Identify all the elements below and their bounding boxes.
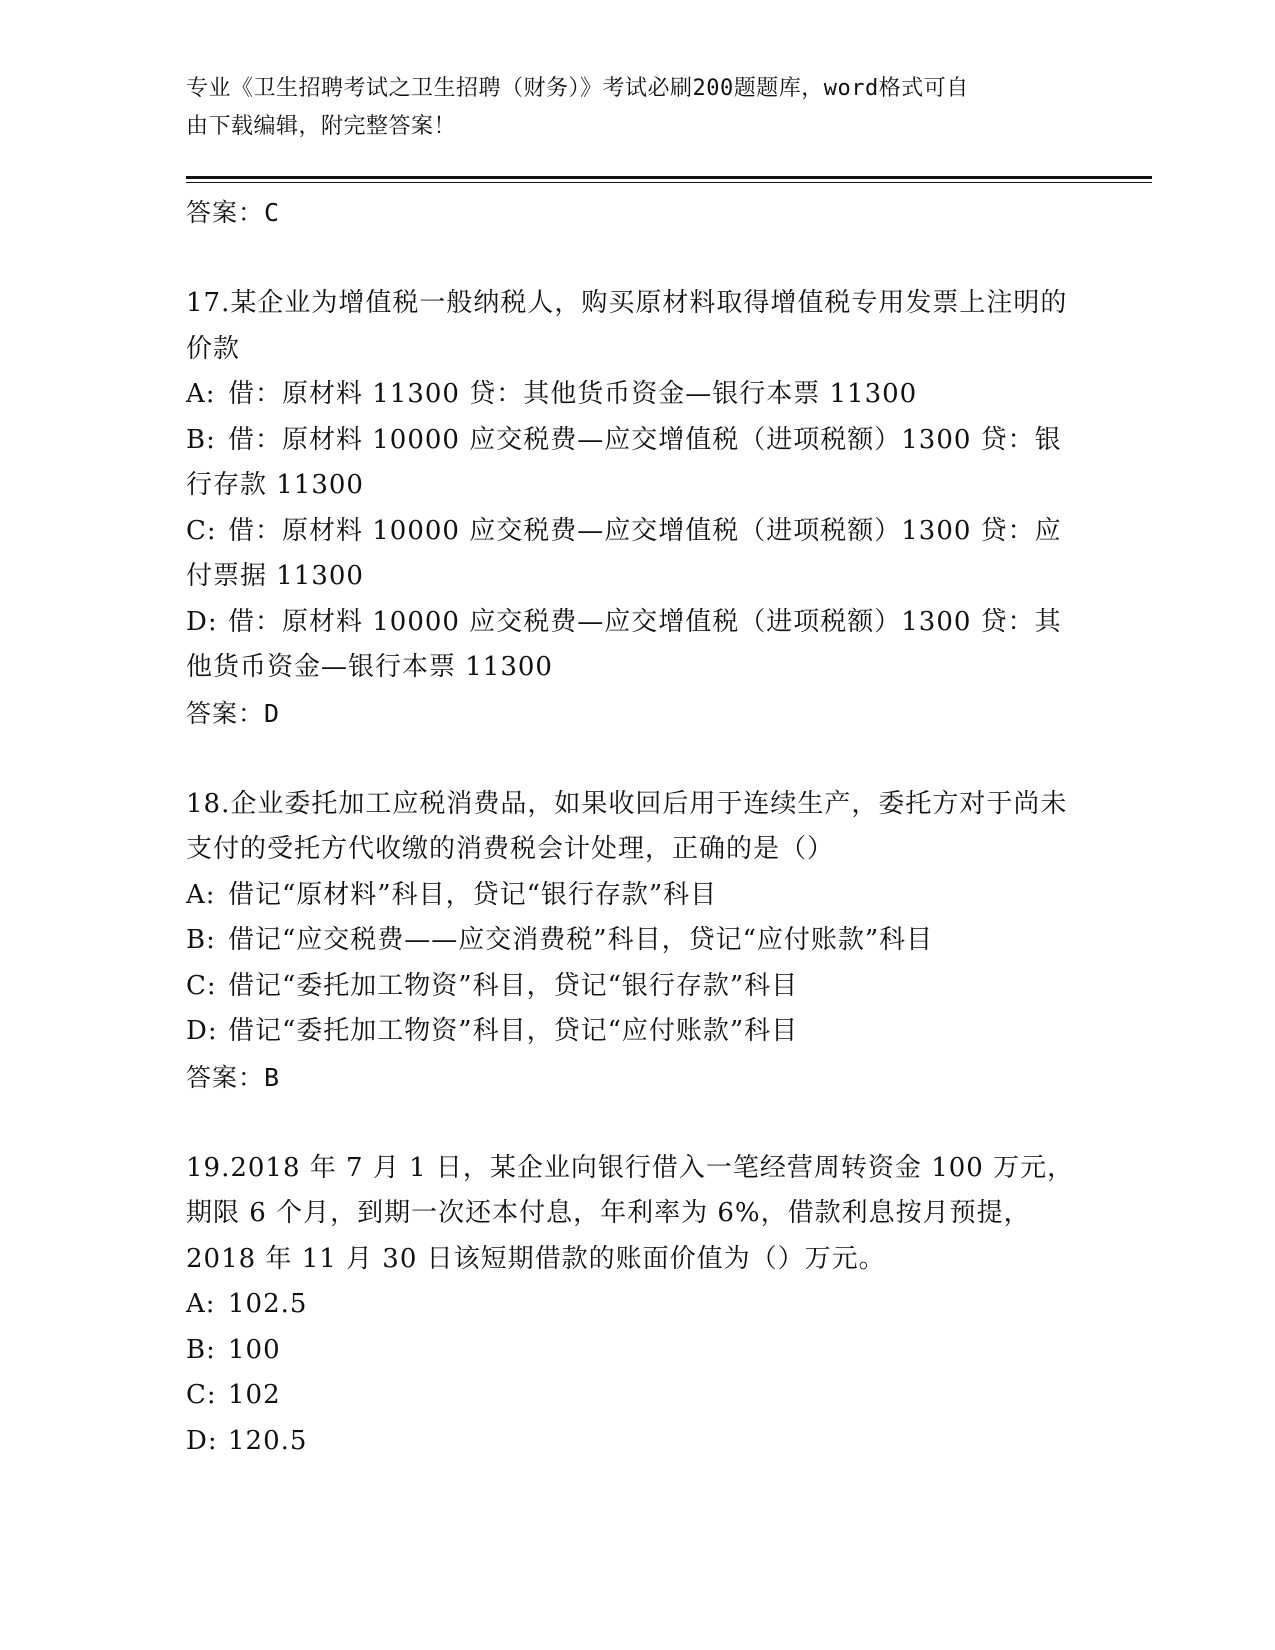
option-b <box>186 418 1086 509</box>
option-key: D: <box>186 1425 218 1456</box>
option-key: B: <box>186 424 216 455</box>
header-divider-thick <box>186 176 1152 179</box>
option-d <box>186 1009 1086 1055</box>
option-text: 借记“委托加工物资”科目，贷记“应付账款”科目 <box>228 1016 799 1046</box>
option-key: C: <box>186 515 217 546</box>
option-text: 借记“委托加工物资”科目，贷记“银行存款”科目 <box>228 970 799 1001</box>
document-body <box>186 190 1086 1464</box>
previous-answer: 答案：C <box>186 198 281 227</box>
option-text: 借记“应交税费——应交消费税”科目，贷记“应付账款”科目 <box>228 925 934 955</box>
question-text: 17.某企业为增值税一般纳税人，购买原材料取得增值税专用发票上注明的价款 <box>186 288 1068 364</box>
option-text: 借：原材料 11300 贷：其他货币资金—银行本票 11300 <box>228 379 918 409</box>
option-key: A: <box>186 1289 216 1319</box>
header-line-2: 由下载编辑，附完整答案！ <box>186 114 457 139</box>
question-text: 18.企业委托加工应税消费品，如果收回后用于连续生产，委托方对于尚未支付的受托方代收缴的消费税会计处理，正确的是（） <box>186 788 1068 864</box>
option-d <box>186 600 1086 691</box>
option-b <box>186 1328 1086 1374</box>
option-text: 借：原材料 10000 应交税费—应交增值税（进项税额）1300 贷：其他货币资金—银行本票 11300 <box>186 606 1062 682</box>
option-key: D: <box>186 1016 218 1046</box>
option-text: 100 <box>228 1334 281 1365</box>
option-d <box>186 1419 1086 1465</box>
option-c <box>186 964 1086 1010</box>
option-key: C: <box>186 1380 217 1410</box>
option-a <box>186 1282 1086 1328</box>
header-line-1: 专业《卫生招聘考试之卫生招聘（财务）》考试必刷200题题库，word格式可自 <box>186 76 969 101</box>
document-header <box>186 70 1086 146</box>
answer-18: 答案：B <box>186 1062 281 1092</box>
option-text: 102.5 <box>228 1289 308 1319</box>
answer-17: 答案：D <box>186 698 281 728</box>
option-text: 借：原材料 10000 应交税费—应交增值税（进项税额）1300 贷：应付票据 11300 <box>186 515 1062 591</box>
question-text: 19.2018 年 7 月 1 日，某企业向银行借入一笔经营周转资金 100 万元，期限 6 个月，到期一次还本付息，年利率为 6%，借款利息按月预提，2018 年 11 月 30 日该短期借款的账面价值为（）万元。 <box>186 1152 1075 1274</box>
option-text: 102 <box>228 1380 281 1410</box>
option-key: A: <box>186 879 216 910</box>
option-text: 120.5 <box>228 1425 308 1456</box>
question-18 <box>186 782 1086 1101</box>
option-a <box>186 873 1086 919</box>
option-b <box>186 918 1086 964</box>
header-divider-thin <box>186 182 1152 183</box>
option-text: 借：原材料 10000 应交税费—应交增值税（进项税额）1300 贷：银行存款 11300 <box>186 424 1062 500</box>
option-text: 借记“原材料”科目，贷记“银行存款”科目 <box>228 879 718 910</box>
option-key: B: <box>186 925 216 955</box>
option-a <box>186 372 1086 418</box>
question-17 <box>186 281 1086 737</box>
option-key: A: <box>186 379 216 409</box>
question-19 <box>186 1146 1086 1465</box>
option-key: D: <box>186 606 218 637</box>
option-key: B: <box>186 1334 216 1365</box>
option-c <box>186 509 1086 600</box>
option-c <box>186 1373 1086 1419</box>
option-key: C: <box>186 970 217 1001</box>
